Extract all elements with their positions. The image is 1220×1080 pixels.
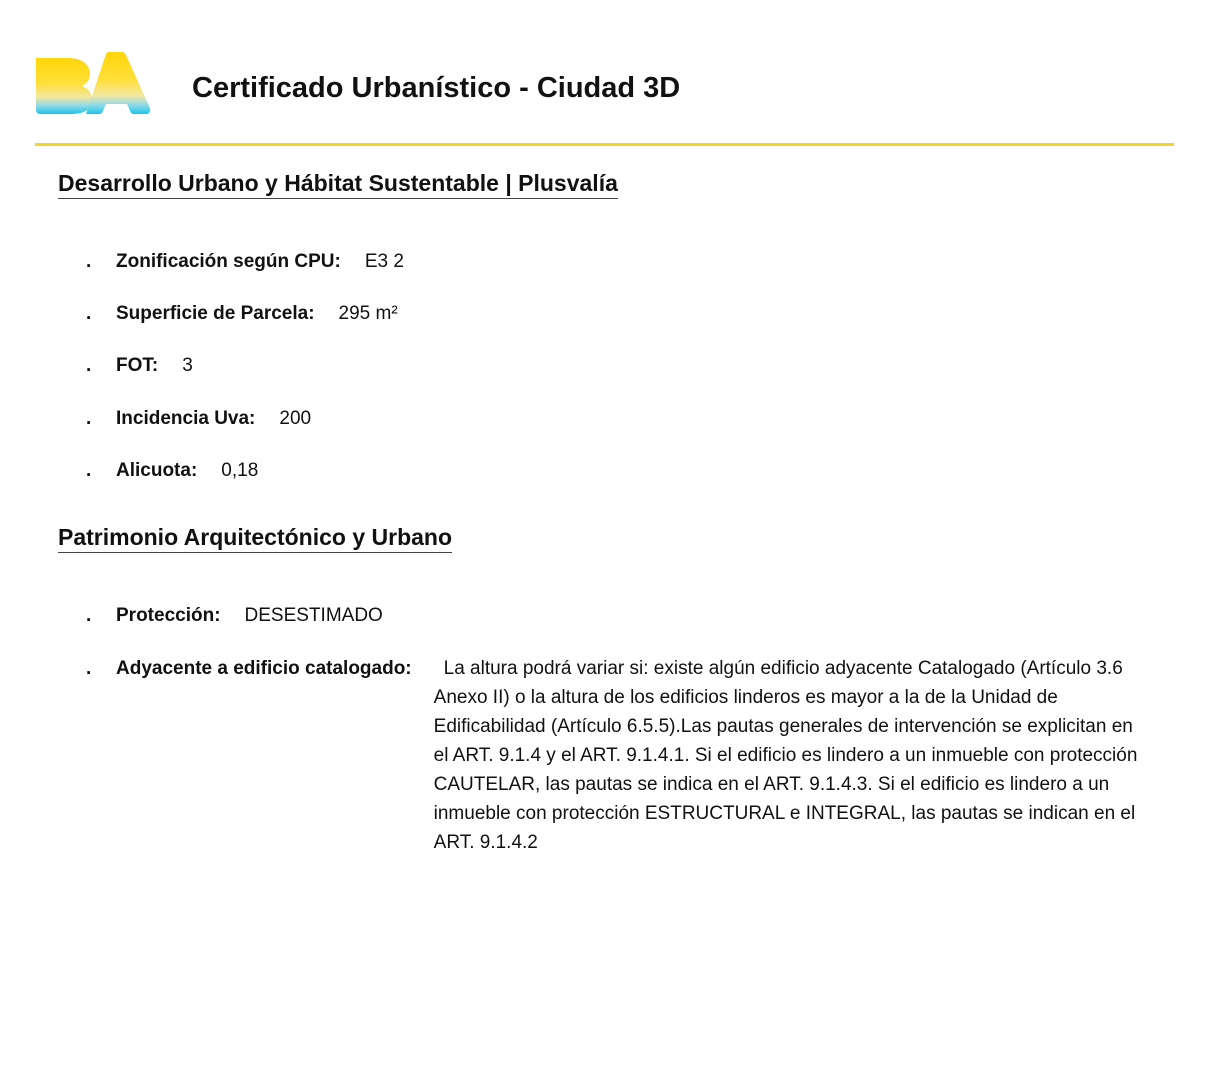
field-value: DESESTIMADO <box>244 605 383 626</box>
field-value: 295 m² <box>338 303 398 324</box>
field-label: Protección: <box>116 605 221 626</box>
list-item-fot <box>58 351 193 380</box>
field-label: Alicuota: <box>116 460 198 481</box>
field-label: Adyacente a edificio catalogado: <box>116 658 412 679</box>
section-patrimonio <box>58 522 1188 853</box>
ba-logo-icon <box>34 50 152 116</box>
bullet: . <box>86 303 92 324</box>
list-item-alicuota <box>58 456 258 485</box>
field-value: E3 2 <box>364 251 404 272</box>
section-title: Desarrollo Urbano y Hábitat Sustentable | Plusvalía <box>58 168 618 199</box>
bullet: . <box>86 605 92 626</box>
field-label: Superficie de Parcela: <box>116 303 315 324</box>
list-item-adyacente-catalogado <box>58 654 1146 857</box>
section-title: Patrimonio Arquitectónico y Urbano <box>58 522 452 553</box>
field-value: 3 <box>182 355 193 376</box>
section-desarrollo-urbano <box>58 168 1188 481</box>
bullet: . <box>86 355 92 376</box>
page-title: Certificado Urbanístico - Ciudad 3D <box>192 72 681 104</box>
field-value: 0,18 <box>221 460 259 481</box>
list-item-proteccion <box>58 601 383 630</box>
field-label: Incidencia Uva: <box>116 408 256 429</box>
field-label: FOT: <box>116 355 159 376</box>
field-value-paragraph: La altura podrá variar si: existe algún edificio adyacente Catalogado (Artículo 3.6 Anexo II) o la altura de los edificios linderos es mayor a la de la Unidad de Edificabilidad (Artículo 6.5.5).Las pautas generales de intervención se explicitan en el ART. 9.1.4 y el ART. 9.1.4.1. Si el edificio es lindero a un inmueble con protección CAUTELAR, las pautas se indica en el ART. 9.1.4.3. Si el edificio es lindero a un inmueble con protección ESTRUCTURAL e INTEGRAL, las pautas se indican en el ART. 9.1.4.2 <box>433 658 1138 853</box>
list-item-superficie <box>58 299 398 328</box>
bullet: . <box>86 251 92 272</box>
bullet: . <box>86 460 92 481</box>
document-header <box>0 0 1220 150</box>
list-item-incidencia-uva <box>58 404 311 433</box>
list-item-zonificacion <box>58 247 404 276</box>
bullet: . <box>86 658 92 679</box>
header-divider <box>35 143 1174 146</box>
bullet: . <box>86 408 92 429</box>
field-label: Zonificación según CPU: <box>116 251 341 272</box>
field-value: 200 <box>279 408 312 429</box>
